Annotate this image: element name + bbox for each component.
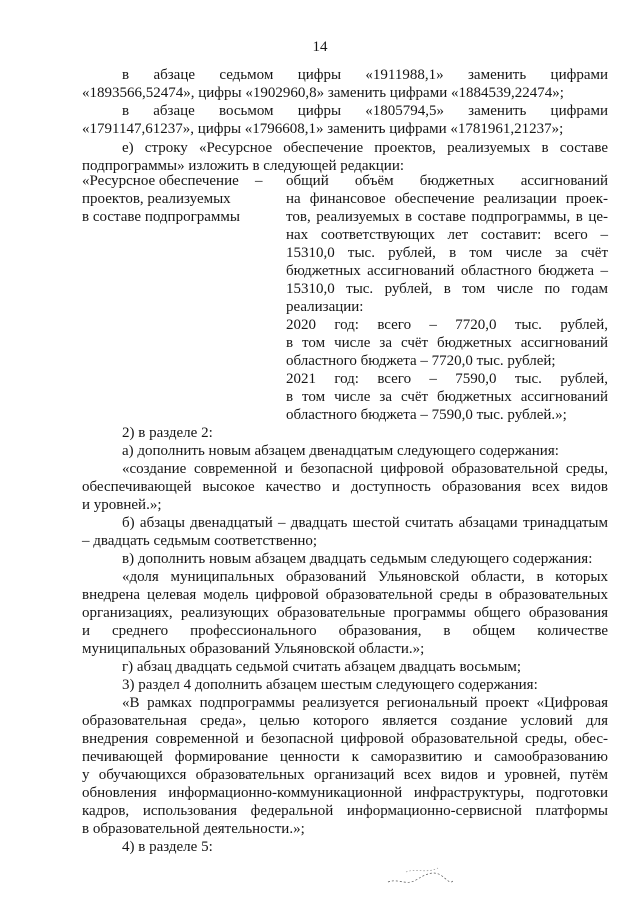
table-right-line: 2020 год: всего – 7720,0 тыс. рублей,	[286, 317, 608, 333]
paragraph-line: внедрена целевая модель цифровой образовательной среды в образовательных	[82, 587, 608, 603]
paragraph-line: внедрения современной и безопасной цифровой образовательной среды, обес-	[82, 731, 608, 747]
paragraph-line: «В рамках подпрограммы реализуется региональный проект «Цифровая	[122, 695, 608, 711]
paragraph-line: в абзаце седьмом цифры «1911988,1» заменить цифрами	[122, 67, 608, 83]
paragraph-line: образовательная среда», целью которого является создание условий для	[82, 713, 608, 729]
paragraph-line: у обучающихся образовательных организаций всех видов и уровней, путём	[82, 767, 608, 783]
table-right-line: 2021 год: всего – 7590,0 тыс. рублей,	[286, 371, 608, 387]
table-right-line: бюджетных ассигнований областного бюджета –	[286, 263, 608, 279]
paragraph-line: г) абзац двадцать седьмой считать абзацем двадцать восьмым;	[122, 659, 522, 675]
paragraph-line: «1791147,61237», цифры «1796608,1» заменить цифрами «1781961,21237»;	[82, 121, 564, 137]
paragraph-line: е) строку «Ресурсное обеспечение проектов, реализуемых в составе	[122, 140, 608, 156]
table-right-line: в том числе за счёт бюджетных ассигнований	[286, 335, 608, 351]
paragraph-line: 4) в разделе 5:	[122, 839, 213, 855]
page-number: 14	[312, 39, 328, 55]
table-right-line: 15310,0 тыс. рублей, в том числе за счёт	[286, 245, 608, 261]
paragraph-line: «доля муниципальных образований Ульяновской области, в которых	[122, 569, 608, 585]
table-right-line: общий объём бюджетных ассигнований	[286, 173, 608, 189]
paragraph-line: обеспечивающей высокое качество и доступность образования всех видов	[82, 479, 608, 495]
table-right-line: на финансовое обеспечение реализации проек-	[286, 191, 608, 207]
paragraph-line: «создание современной и безопасной цифровой образовательной среды,	[122, 461, 608, 477]
paragraph-line: в образовательной деятельности.»;	[82, 821, 305, 837]
table-right-line: тов, реализуемых в составе подпрограммы, в це-	[286, 209, 608, 225]
table-dash: –	[255, 173, 263, 189]
table-right-line: в том числе за счёт бюджетных ассигнований	[286, 389, 608, 405]
table-left-line: проектов, реализуемых	[82, 191, 231, 207]
table-left-line: «Ресурсное обеспечение	[82, 173, 239, 189]
paragraph-line: кадров, использования федеральной информационно-сервисной платформы	[82, 803, 608, 819]
table-right-line: 15310,0 тыс. рублей, в том числе по годам	[286, 281, 608, 297]
table-right-line: областного бюджета – 7590,0 тыс. рублей.»;	[286, 407, 567, 423]
paragraph-line: в абзаце восьмом цифры «1805794,5» заменить цифрами	[122, 103, 608, 119]
paragraph-line: обновления информационно-коммуникационной инфраструктуры, подготовки	[82, 785, 608, 801]
paragraph-line: 3) раздел 4 дополнить абзацем шестым следующего содержания:	[122, 677, 538, 693]
paragraph-line: организациях, реализующих образовательные программы общего образования	[82, 605, 608, 621]
signature-scribble	[386, 860, 456, 890]
paragraph-line: подпрограммы» изложить в следующей редакции:	[82, 158, 405, 174]
table-right-line: нах соответствующих лет составит: всего –	[286, 227, 608, 243]
paragraph-line: «1893566,52474», цифры «1902960,8» заменить цифрами «1884539,22474»;	[82, 85, 564, 101]
paragraph-line: а) дополнить новым абзацем двенадцатым следующего содержания:	[122, 443, 559, 459]
paragraph-line: в) дополнить новым абзацем двадцать седьмым следующего содержания:	[122, 551, 593, 567]
paragraph-line: печивающей формирование ценности к саморазвитию и самообразованию	[82, 749, 608, 765]
table-right-line: реализации:	[286, 299, 364, 315]
paragraph-line: муниципальных образований Ульяновской области.»;	[82, 641, 425, 657]
paragraph-line: 2) в разделе 2:	[122, 425, 213, 441]
paragraph-line: и среднего профессионального образования, в общем количестве	[82, 623, 608, 639]
paragraph-line: б) абзацы двенадцатый – двадцать шестой считать абзацами тринадцатым	[122, 515, 608, 531]
paragraph-line: – двадцать седьмым соответственно;	[82, 533, 318, 549]
table-right-line: областного бюджета – 7720,0 тыс. рублей;	[286, 353, 556, 369]
paragraph-line: и уровней.»;	[82, 497, 162, 513]
table-left-line: в составе подпрограммы	[82, 209, 240, 225]
